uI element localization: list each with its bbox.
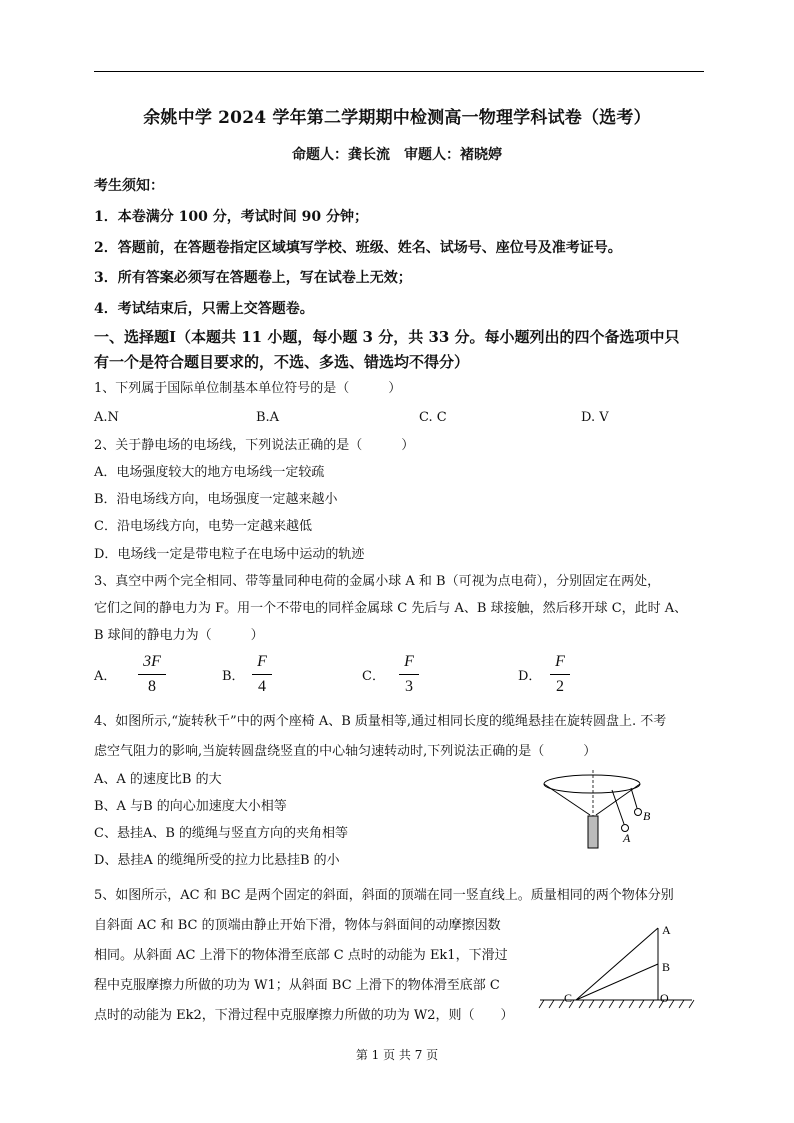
q3-option-a-numerator: 3F — [143, 653, 161, 670]
q3-option-c-label: C． — [362, 669, 385, 684]
q2-stem: 2、关于静电场的电场线，下列说法正确的是（ ） — [94, 438, 415, 453]
swing-disc — [544, 775, 640, 793]
label-c: C — [564, 991, 573, 1005]
label-a: A — [662, 923, 671, 937]
ground-hatching — [539, 1000, 694, 1008]
q2-option-a: A．电场强度较大的地方电场线一定较疏 — [94, 465, 325, 480]
q5-stem-line4: 程中克服摩擦力所做的功为 W1；从斜面 BC 上滑下的物体滑至底部 C — [94, 978, 500, 993]
q4-option-d: D、悬挂A 的缆绳所受的拉力比悬挂B 的小 — [94, 853, 340, 868]
section1-heading-line2: 有一个是符合题目要求的，不选、多选、错选均不得分） — [94, 353, 470, 371]
q5-stem-line2: 自斜面 AC 和 BC 的顶端由静止开始下滑，物体与斜面间的动摩擦因数 — [94, 918, 501, 933]
q2-option-c: C．沿电场线方向，电势一定越来越低 — [94, 519, 312, 534]
q3-option-d-numerator: F — [555, 653, 565, 670]
q1-option-a: A.N — [94, 410, 119, 425]
q5-stem-line1: 5、如图所示，AC 和 BC 是两个固定的斜面，斜面的顶端在同一竖直线上。质量相同的两个物体分别 — [94, 888, 674, 903]
q3-option-b-fraction — [252, 652, 272, 697]
cable-b — [631, 788, 637, 808]
q4-stem-line1: 4、如图所示,“旋转秋千”中的两个座椅 A、B 质量相等,通过相同长度的缆绳悬挂在旋转圆盘上. 不考 — [94, 714, 667, 729]
notice-item-2: 2．答题前，在答题卷指定区域填写学校、班级、姓名、试场号、座位号及准考证号。 — [94, 240, 622, 256]
notice-heading: 考生须知： — [94, 178, 164, 194]
incline-bc — [576, 964, 658, 1000]
q3-option-a-denominator: 8 — [148, 678, 156, 695]
label-a: A — [623, 831, 631, 845]
q3-stem-line1: 3、真空中两个完全相同、带等量同种电荷的金属小球 A 和 B（可视为点电荷），分别固定在两处， — [94, 574, 661, 589]
section1-heading-line1: 一、选择题Ⅰ（本题共 11 小题，每小题 3 分，共 33 分。每小题列出的四个备选项中只 — [94, 328, 680, 346]
q3-option-a-label: A． — [94, 669, 117, 684]
label-b: B — [643, 809, 651, 823]
q3-option-b-denominator: 4 — [258, 678, 266, 695]
q4-stem-line2: 虑空气阻力的影响,当旋转圆盘绕竖直的中心轴匀速转动时,下列说法正确的是（ ） — [94, 744, 597, 759]
top-rule — [94, 71, 704, 72]
q3-option-c-denominator: 3 — [405, 678, 413, 695]
q1-option-b: B.A — [256, 410, 280, 425]
seat-b — [635, 809, 642, 816]
incline-ac — [576, 928, 658, 1000]
cable-a — [612, 790, 624, 824]
q3-option-a-fraction — [138, 652, 166, 697]
exam-title: 余姚中学 2024 学年第二学期期中检测高一物理学科试卷（选考） — [143, 108, 651, 128]
cone-right-edge — [596, 784, 640, 815]
central-pillar — [588, 816, 598, 848]
q3-option-b-label: B． — [222, 669, 245, 684]
q3-option-d-label: D． — [518, 669, 542, 684]
q3-option-d-denominator: 2 — [556, 678, 564, 695]
q1-option-c: C. C — [419, 410, 447, 425]
rotating-swing-figure — [540, 770, 670, 860]
q3-option-b-numerator: F — [257, 653, 267, 670]
notice-item-3: 3．所有答案必须写在答题卷上，写在试卷上无效； — [94, 270, 412, 286]
q2-option-d: D．电场线一定是带电粒子在电场中运动的轨迹 — [94, 547, 365, 562]
q5-stem-line3: 相同。从斜面 AC 上滑下的物体滑至底部 C 点时的动能为 Ek1，下滑过 — [94, 948, 508, 963]
q1-option-d: D. V — [581, 410, 609, 425]
q4-option-a: A、A 的速度比B 的大 — [94, 772, 222, 787]
q1-stem: 1、下列属于国际单位制基本单位符号的是（ ） — [94, 381, 402, 396]
q5-stem-line5: 点时的动能为 Ek2，下滑过程中克服摩擦力所做的功为 W2，则（ ） — [94, 1008, 514, 1023]
exam-authors: 命题人：龚长流 审题人：褚晓婷 — [292, 147, 502, 163]
notice-item-1: 1．本卷满分 100 分，考试时间 90 分钟； — [94, 209, 368, 225]
q4-option-c: C、悬挂A、B 的缆绳与竖直方向的夹角相等 — [94, 826, 349, 841]
cone-left-edge — [544, 784, 590, 815]
q3-option-c-fraction — [399, 652, 419, 697]
inclines-figure — [536, 920, 696, 1018]
q3-stem-line2: 它们之间的静电力为 F。用一个不带电的同样金属球 C 先后与 A、B 球接触，然后移开球 C，此时 A、 — [94, 601, 688, 616]
q4-option-b: B、A 与B 的向心加速度大小相等 — [94, 799, 287, 814]
q2-option-b: B．沿电场线方向，电场强度一定越来越小 — [94, 492, 338, 507]
label-o: O — [660, 991, 669, 1005]
notice-item-4: 4．考试结束后，只需上交答题卷。 — [94, 301, 314, 317]
label-b: B — [662, 960, 671, 974]
q3-stem-line3: B 球间的静电力为（ ） — [94, 628, 264, 643]
page-footer: 第 1 页 共 7 页 — [355, 1048, 439, 1062]
q3-option-d-fraction — [550, 652, 570, 697]
q3-option-c-numerator: F — [404, 653, 414, 670]
